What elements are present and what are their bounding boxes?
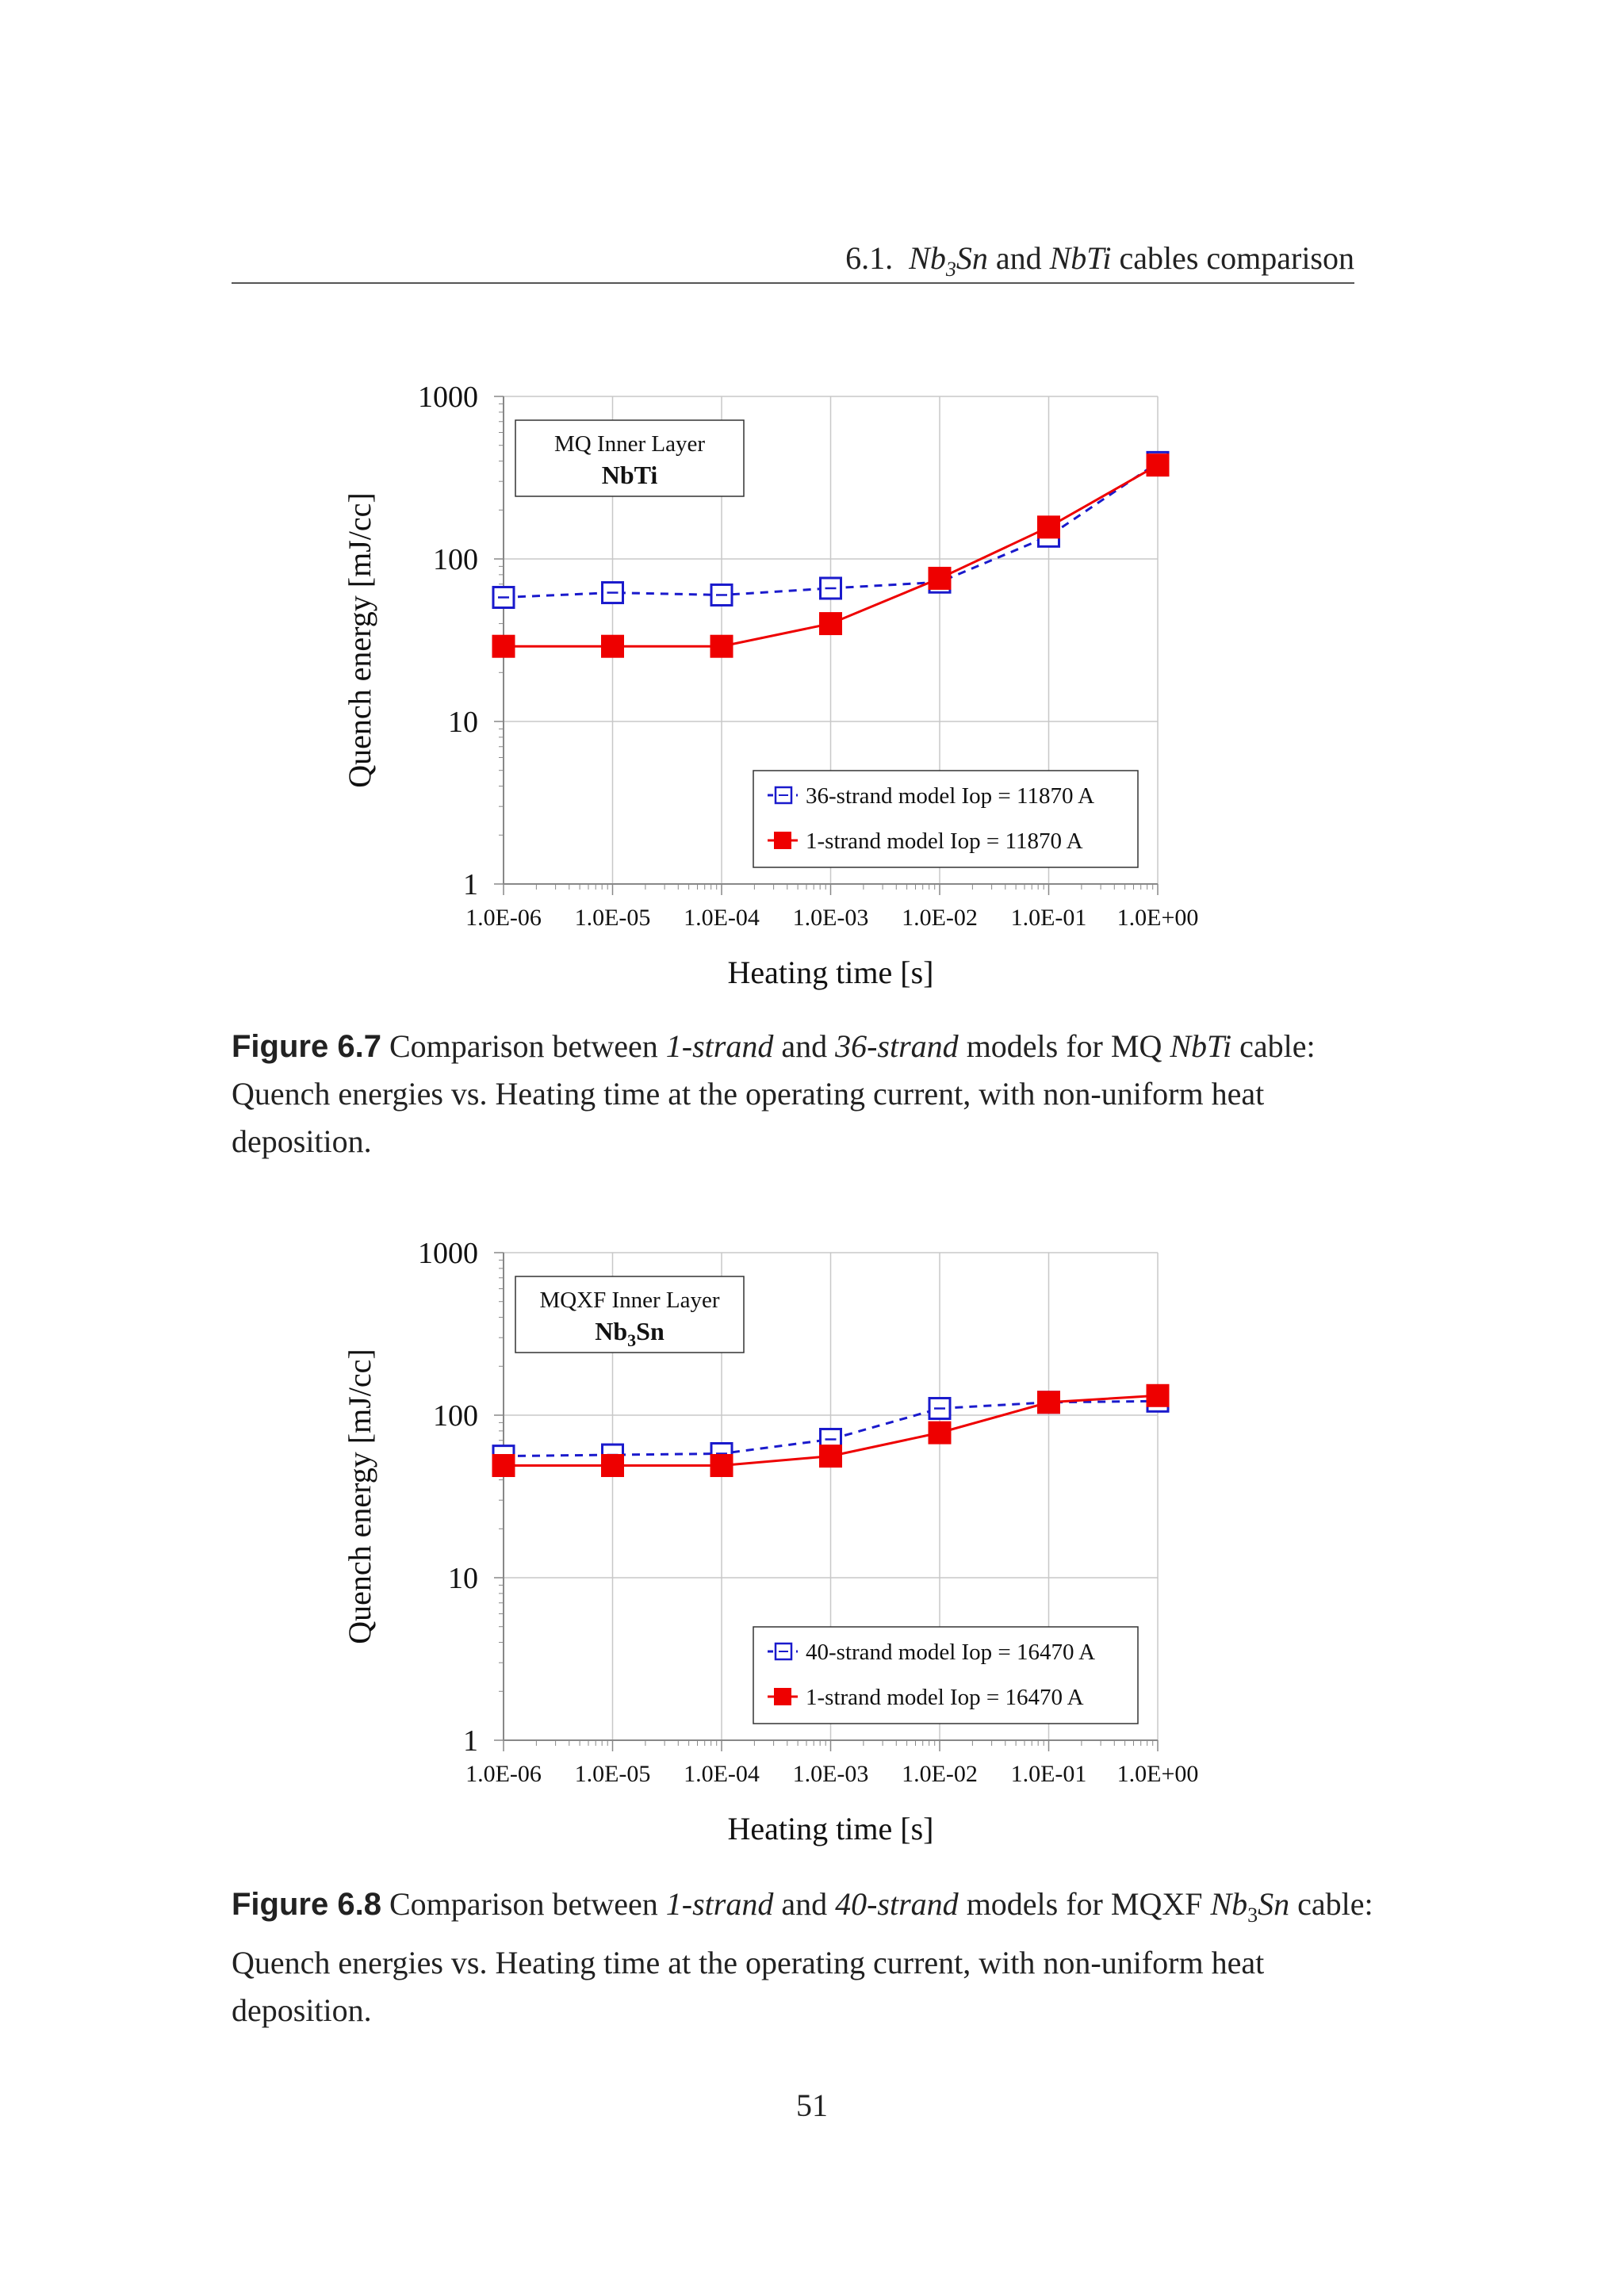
- running-header: [232, 235, 1354, 284]
- annotation-material-sub: 3: [627, 1330, 637, 1350]
- x-tick-label: 1.0E+00: [1116, 1761, 1199, 1787]
- annotation-material-main: Nb: [595, 1317, 628, 1345]
- marker-filled-square: [1038, 1391, 1060, 1414]
- x-tick-label: 1.0E-06: [465, 905, 542, 931]
- legend-marker-filled-square: [774, 1688, 791, 1705]
- legend-label-1-strand: 1-strand model Iop = 16470 A: [806, 1685, 1084, 1710]
- marker-filled-square: [820, 613, 842, 635]
- caption-text-part: 36-strand: [835, 1028, 959, 1064]
- annotation-title: MQ Inner Layer: [553, 431, 706, 457]
- x-tick-label: 1.0E-02: [902, 905, 978, 931]
- caption-text-part: cable: Quench energies vs. Heating time at the operating current, with non-uniform heat deposition.: [232, 1886, 1373, 2028]
- annotation-material-main: NbTi: [601, 461, 658, 489]
- quench-energy-chart-nb3sn: [333, 1213, 1221, 1846]
- header-and: and: [995, 240, 1042, 276]
- caption-text-part: 1-strand: [665, 1028, 774, 1064]
- y-tick-label: 100: [433, 543, 478, 576]
- caption-text-part: cable: Quench energies vs. Heating time at the operating current, with non-uniform heat deposition.: [232, 1028, 1316, 1159]
- marker-filled-square: [1147, 1384, 1169, 1406]
- x-tick-label: 1.0E-01: [1010, 1761, 1087, 1787]
- x-tick-label: 1.0E-02: [902, 1761, 978, 1787]
- caption-text-part: Sn: [1258, 1886, 1290, 1922]
- x-tick-label: 1.0E-01: [1010, 905, 1087, 931]
- legend-label-1-strand: 1-strand model Iop = 11870 A: [806, 828, 1083, 854]
- marker-filled-square: [492, 635, 515, 657]
- annotation-material: [602, 461, 658, 489]
- y-axis-title: Quench energy [mJ/cc]: [342, 1349, 377, 1644]
- caption-text-part: NbTi: [1170, 1028, 1232, 1064]
- y-tick-label: 1000: [418, 1237, 478, 1270]
- y-tick-label: 1: [463, 868, 478, 901]
- marker-filled-square: [929, 1422, 951, 1444]
- x-tick-label: 1.0E-05: [574, 905, 651, 931]
- caption-text-part: models for MQ: [958, 1028, 1170, 1064]
- y-tick-label: 100: [433, 1399, 478, 1433]
- marker-filled-square: [820, 1445, 842, 1468]
- figure-label: Figure 6.7: [232, 1029, 381, 1064]
- marker-filled-square: [710, 1455, 733, 1477]
- annotation-material-tail: Sn: [636, 1317, 665, 1345]
- annotation-title: MQXF Inner Layer: [539, 1288, 720, 1313]
- header-section-number: 6.1.: [845, 240, 894, 276]
- caption-text-part: Comparison between: [389, 1028, 666, 1064]
- y-tick-label: 10: [448, 1562, 478, 1595]
- legend-label-multistrand: 36-strand model Iop = 11870 A: [806, 783, 1095, 809]
- y-axis-title: Quench energy [mJ/cc]: [342, 492, 377, 788]
- marker-filled-square: [1038, 516, 1060, 538]
- header-material-1: $Nb_3Sn$: [909, 240, 988, 281]
- x-axis-title: Heating time [s]: [727, 1811, 934, 1846]
- caption-text-part: and: [773, 1028, 836, 1064]
- legend-label-multistrand: 40-strand model Iop = 16470 A: [806, 1640, 1096, 1665]
- caption-text-part: 3: [1247, 1904, 1258, 1927]
- caption-text-part: Comparison between: [389, 1886, 666, 1922]
- legend-marker-filled-square: [774, 832, 791, 849]
- marker-filled-square: [1147, 454, 1169, 476]
- y-tick-label: 1: [463, 1724, 478, 1758]
- x-tick-label: 1.0E-06: [465, 1761, 542, 1787]
- figure-caption-6-7: [232, 1023, 1397, 1165]
- x-axis-title: Heating time [s]: [727, 955, 934, 990]
- caption-text-part: Nb: [1210, 1886, 1248, 1922]
- marker-filled-square: [929, 567, 951, 589]
- figure-caption-6-8: [232, 1881, 1397, 2034]
- caption-text-part: models for MQXF: [958, 1886, 1211, 1922]
- y-tick-label: 10: [448, 706, 478, 739]
- x-tick-label: 1.0E-03: [792, 1761, 869, 1787]
- caption-text-part: 40-strand: [835, 1886, 959, 1922]
- quench-energy-chart-nbti: [333, 357, 1221, 990]
- x-tick-label: 1.0E-04: [684, 905, 760, 931]
- header-material-2: NbTi: [1049, 240, 1112, 276]
- x-tick-label: 1.0E-04: [684, 1761, 760, 1787]
- caption-text-part: 1-strand: [665, 1886, 774, 1922]
- marker-filled-square: [602, 635, 624, 657]
- page-number: 51: [796, 2087, 828, 2123]
- x-tick-label: 1.0E-03: [792, 905, 869, 931]
- x-tick-label: 1.0E+00: [1116, 905, 1199, 931]
- y-tick-label: 1000: [418, 381, 478, 414]
- marker-filled-square: [492, 1455, 515, 1477]
- x-tick-label: 1.0E-05: [574, 1761, 651, 1787]
- header-tail: cables comparison: [1119, 240, 1354, 276]
- caption-text-part: and: [773, 1886, 836, 1922]
- marker-filled-square: [710, 635, 733, 657]
- figure-label: Figure 6.8: [232, 1887, 381, 1922]
- marker-filled-square: [602, 1455, 624, 1477]
